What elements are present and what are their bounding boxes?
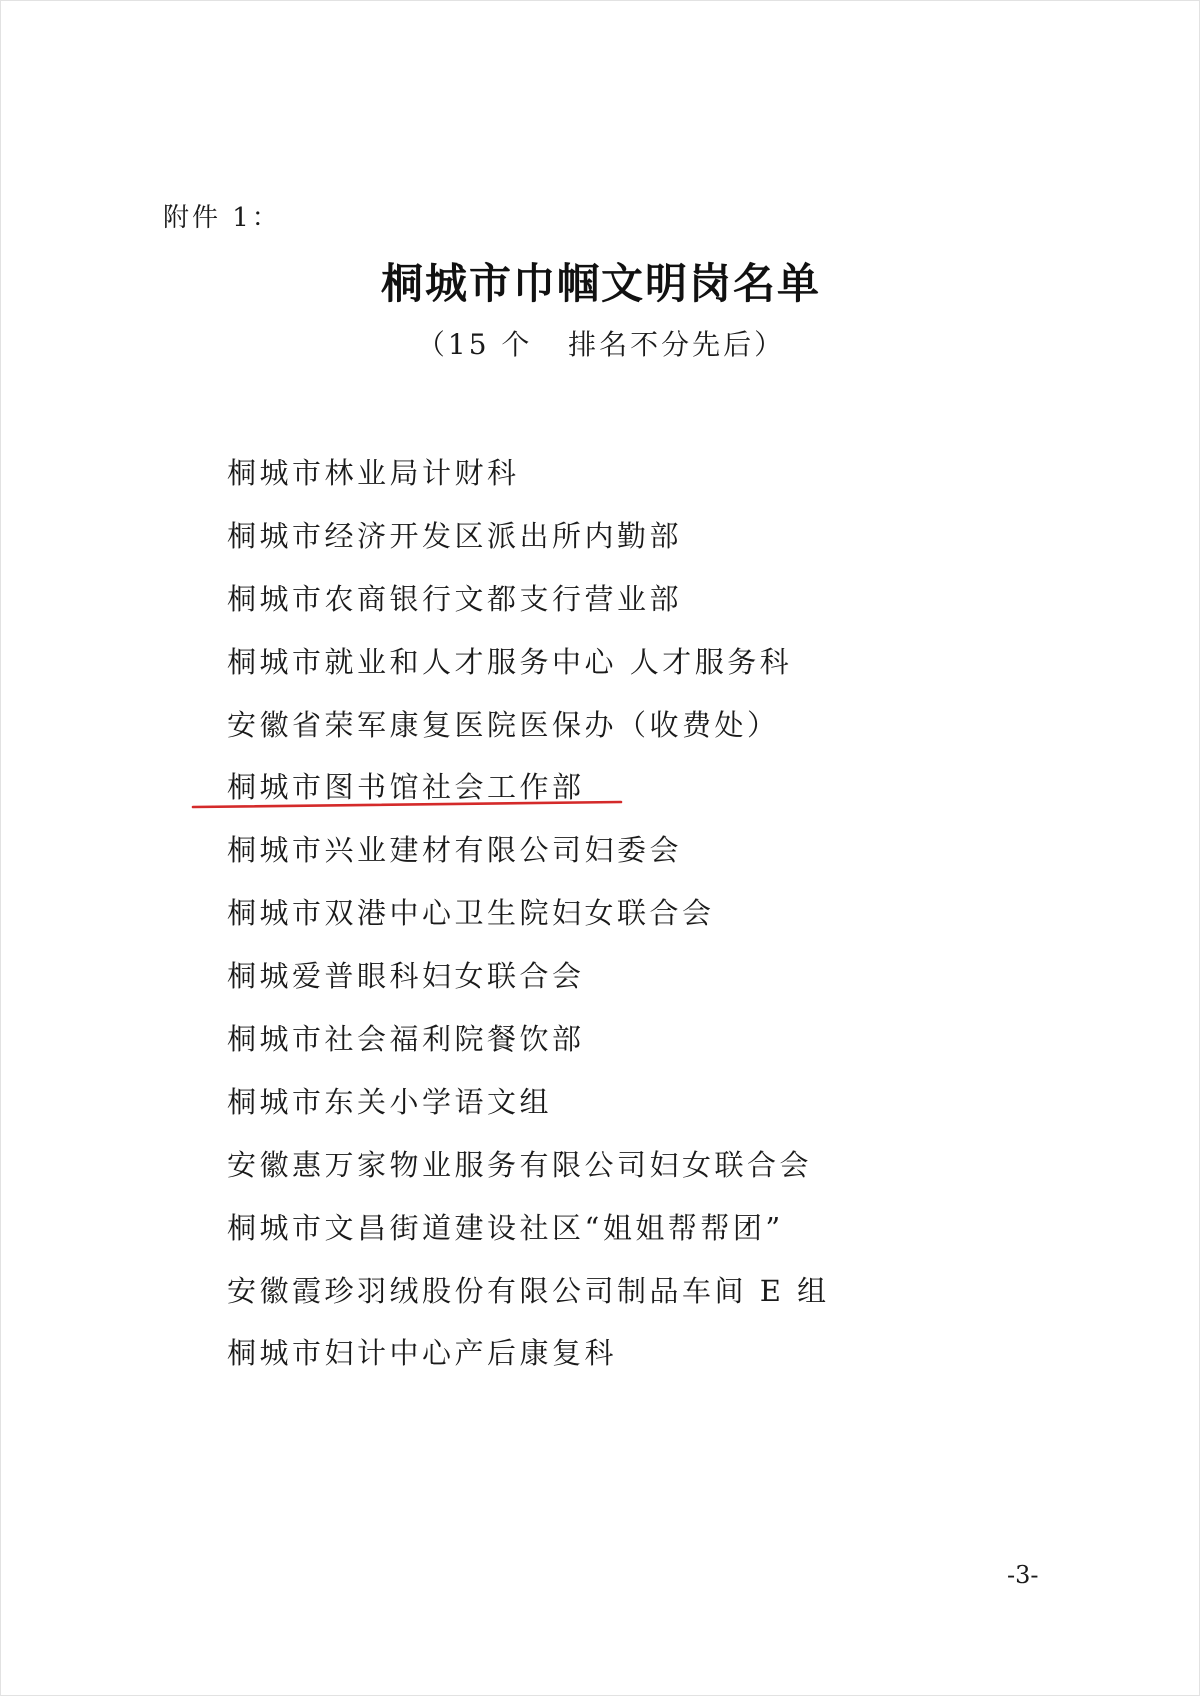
list-item: 桐城市双港中心卫生院妇女联合会: [227, 896, 715, 931]
list-item: 桐城市农商银行文都支行营业部: [227, 581, 683, 616]
list-item: 桐城市经济开发区派出所内勤部: [227, 518, 683, 553]
red-underline-annotation: [191, 799, 623, 813]
list-item: 桐城市妇计中心产后康复科: [227, 1336, 618, 1371]
list-item: 安徽省荣军康复医院医保办（收费处）: [227, 707, 780, 742]
list-item: 桐城市林业局计财科: [227, 456, 520, 490]
attachment-label: 附件 1：: [163, 203, 281, 233]
list-item: 桐城市东关小学语文组: [227, 1084, 553, 1119]
page-number: -3-: [1007, 1561, 1039, 1589]
list-item: 安徽惠万家物业服务有限公司妇女联合会: [227, 1147, 813, 1182]
document-subtitle: （15 个 排名不分先后）: [416, 328, 786, 361]
list-item: 安徽霞珍羽绒股份有限公司制品车间 E 组: [227, 1273, 830, 1308]
list-item: 桐城市就业和人才服务中心 人才服务科: [227, 644, 793, 679]
document-title: 桐城市巾帼文明岗名单: [380, 259, 821, 308]
list-item: 桐城市图书馆社会工作部: [227, 770, 585, 805]
name-list: [227, 442, 830, 1385]
list-item: 桐城市社会福利院餐饮部: [227, 1022, 585, 1057]
list-item: 桐城市兴业建材有限公司妇委会: [227, 833, 683, 868]
list-item: 桐城爱普眼科妇女联合会: [227, 959, 585, 994]
list-item: 桐城市文昌街道建设社区“姐姐帮帮团”: [227, 1210, 784, 1245]
